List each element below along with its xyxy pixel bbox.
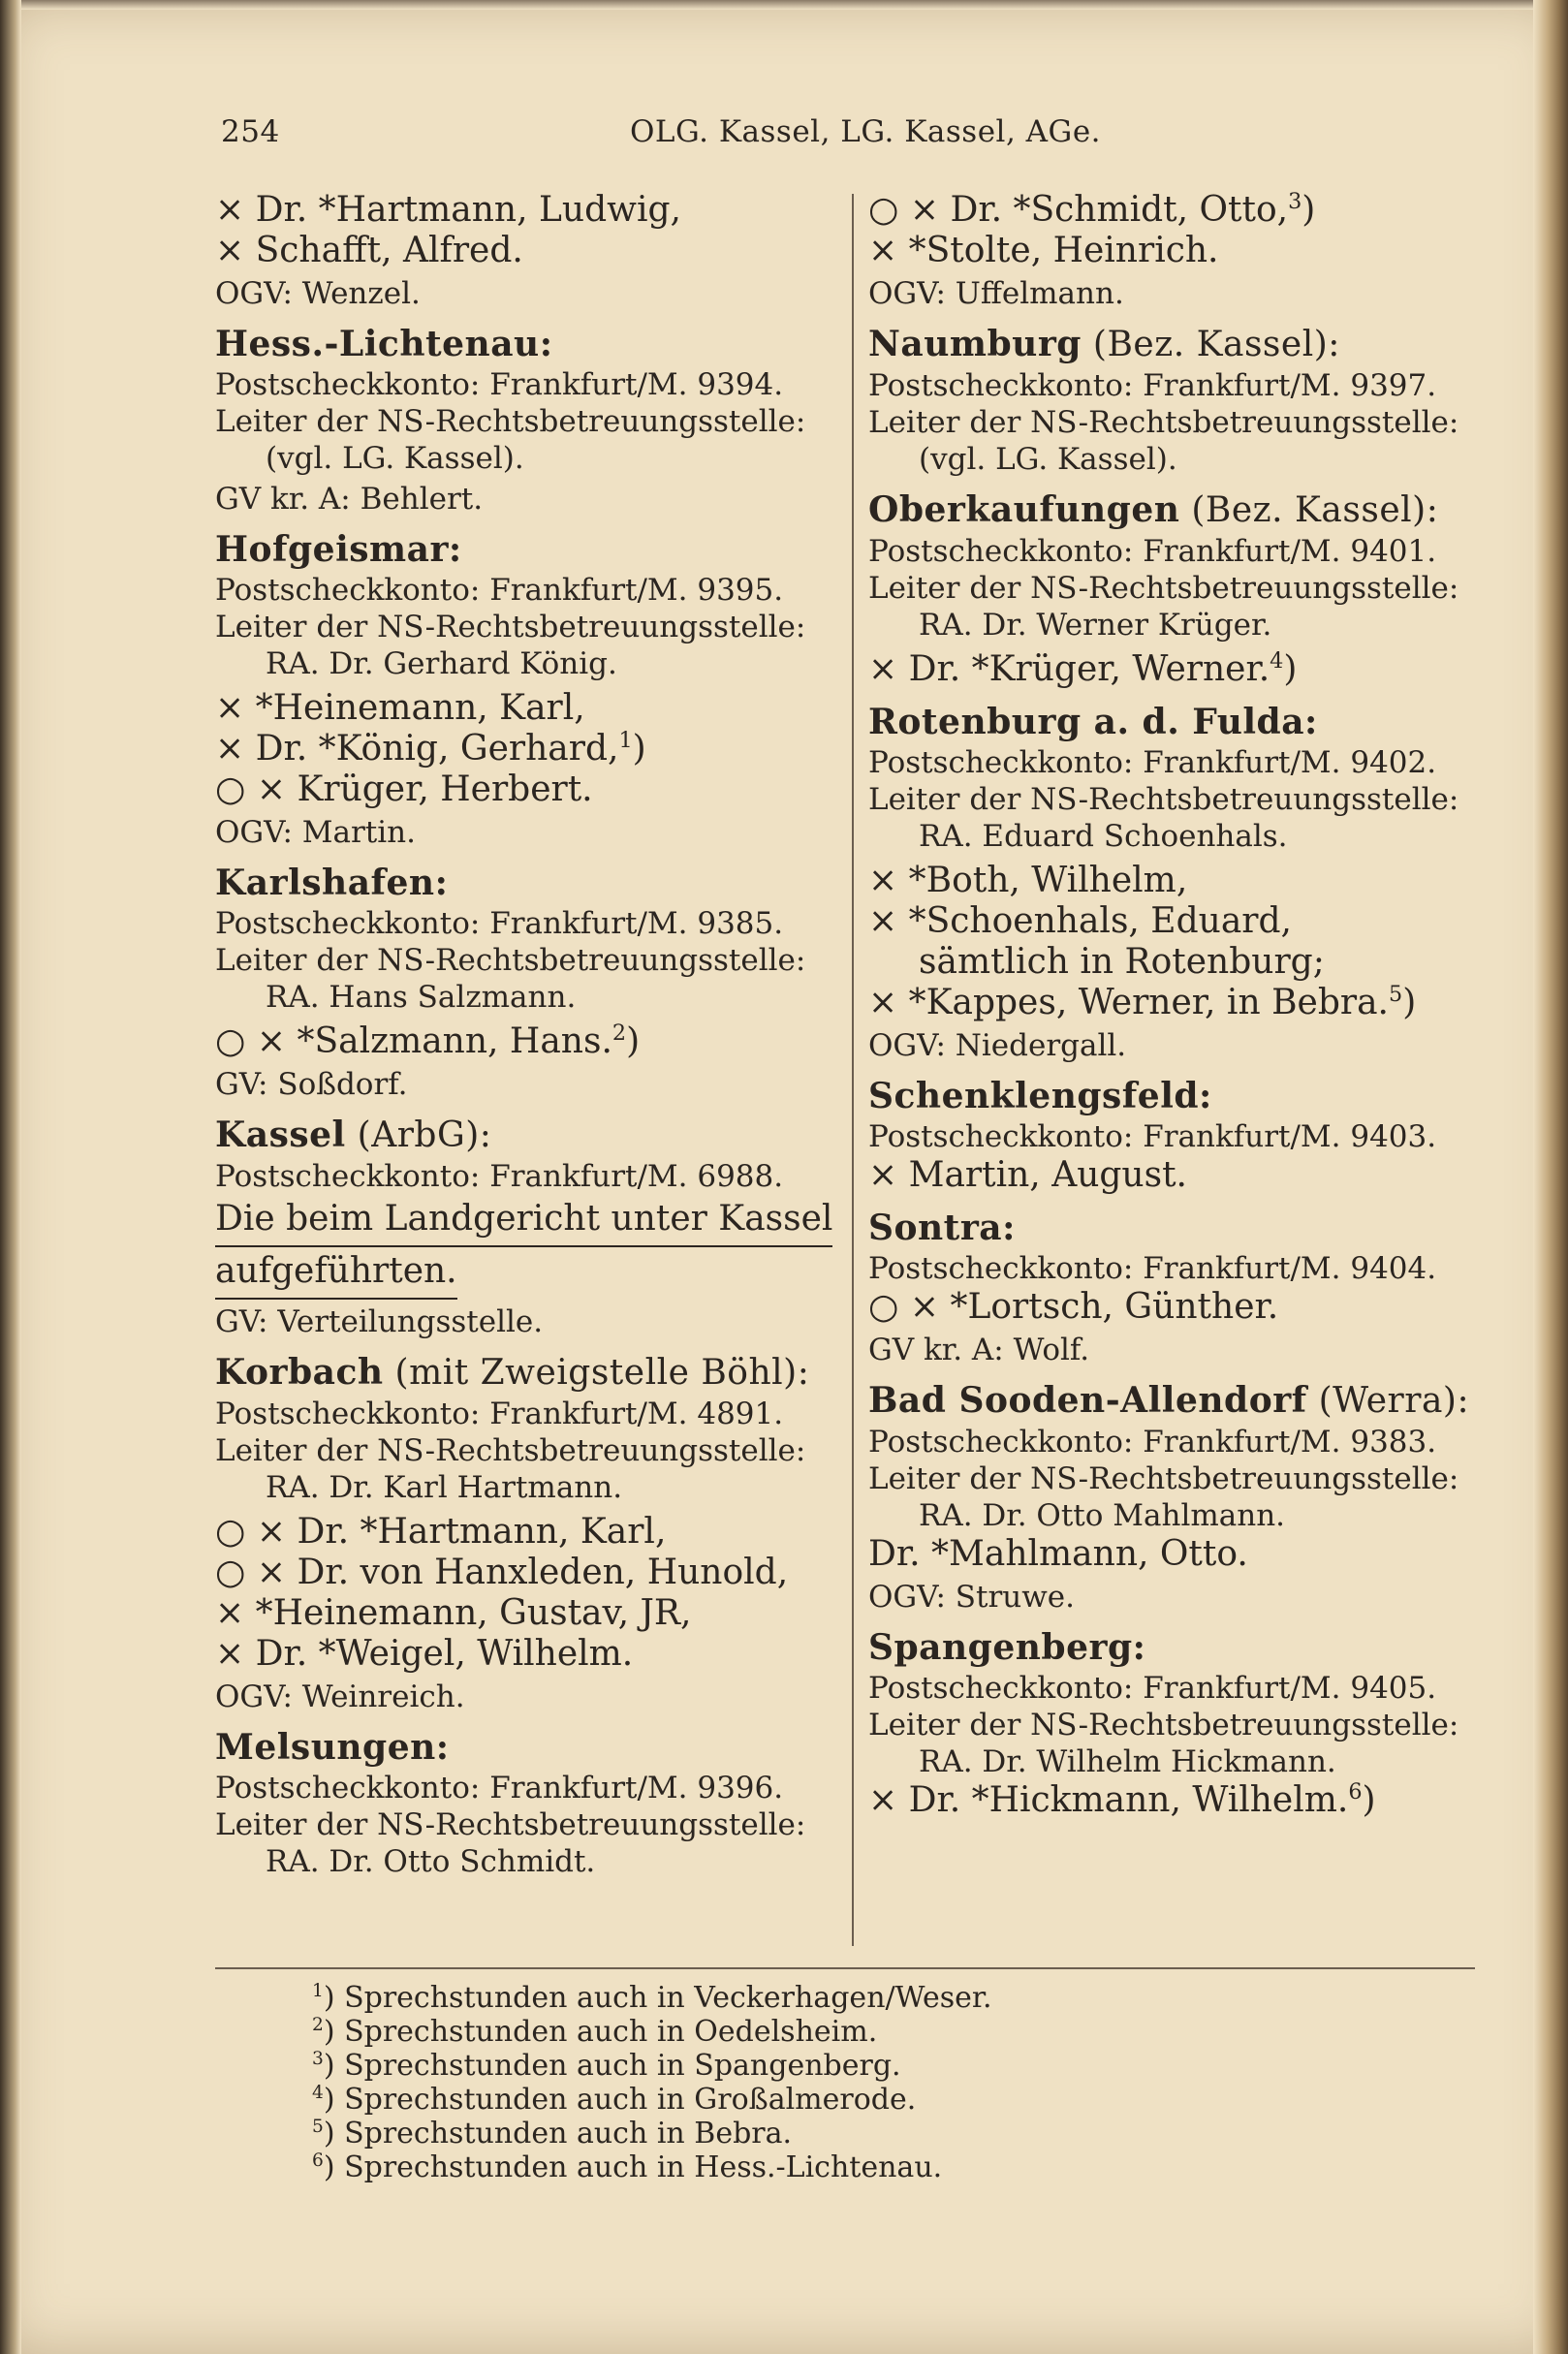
gv-line: GV kr. A: Wolf.	[868, 1333, 1090, 1367]
entry: × Dr. *Weigel, Wilhelm.	[215, 1634, 634, 1674]
section-korbach	[215, 1350, 835, 1715]
column-divider	[852, 194, 854, 1946]
place-heading: Hess.-Lichtenau:	[215, 324, 553, 364]
leiter-name: (vgl. LG. Kassel).	[919, 442, 1177, 477]
footnote: $^6$) Sprechstunden auch in Hess.-Lichtenau.	[312, 2150, 943, 2184]
account-line: Postscheckkonto: Frankfurt/M. 9385.	[215, 906, 784, 941]
place-heading: Oberkaufungen (Bez. Kassel):	[868, 489, 1439, 530]
section-oberkaufungen	[868, 487, 1469, 690]
leiter-name: (vgl. LG. Kassel).	[266, 441, 524, 476]
leiter-line: Leiter der NS-Rechtsbetreuungsstelle:	[868, 782, 1459, 817]
entry: × Dr. *Hickmann, Wilhelm.$^6$)	[868, 1779, 1376, 1820]
gv-line: OGV: Wenzel.	[215, 276, 421, 311]
entry: ○ × Dr. *Hartmann, Karl,	[215, 1512, 667, 1552]
leiter-line: Leiter der NS-Rechtsbetreuungsstelle:	[215, 1433, 806, 1468]
account-line: Postscheckkonto: Frankfurt/M. 9402.	[868, 745, 1437, 780]
entry: × Schafft, Alfred.	[215, 231, 523, 270]
account-line: Postscheckkonto: Frankfurt/M. 9401.	[868, 534, 1437, 569]
footnote: $^5$) Sprechstunden auch in Bebra.	[312, 2117, 793, 2150]
gv-line: GV: Verteilungsstelle.	[215, 1304, 544, 1339]
leiter-name: RA. Dr. Karl Hartmann.	[266, 1470, 623, 1505]
entry: × *Stolte, Heinrich.	[868, 231, 1219, 270]
note-line: aufgeführten.	[215, 1247, 835, 1300]
place-heading: Spangenberg:	[868, 1627, 1146, 1668]
leiter-line: Leiter der NS-Rechtsbetreuungsstelle:	[868, 1461, 1459, 1496]
place-heading: Schenklengsfeld:	[868, 1076, 1212, 1116]
entry: × *Heinemann, Karl,	[215, 688, 585, 728]
gv-line: OGV: Martin.	[215, 815, 416, 850]
place-heading: Melsungen:	[215, 1727, 450, 1768]
entry: ○ × Dr. *Schmidt, Otto,$^3$)	[868, 189, 1316, 230]
page-number: 254	[221, 114, 280, 149]
account-line: Postscheckkonto: Frankfurt/M. 9404.	[868, 1251, 1437, 1286]
footnote-ref: 3	[1288, 189, 1302, 214]
account-line: Postscheckkonto: Frankfurt/M. 9383.	[868, 1425, 1437, 1459]
leiter-line: Leiter der NS-Rechtsbetreuungsstelle:	[215, 610, 806, 644]
section-kassel	[215, 1113, 835, 1340]
leiter-line: Leiter der NS-Rechtsbetreuungsstelle:	[215, 1807, 806, 1842]
place-heading: Kassel (ArbG):	[215, 1114, 492, 1155]
leiter-name: RA. Eduard Schoenhals.	[919, 819, 1288, 854]
leiter-name: RA. Hans Salzmann.	[266, 980, 577, 1015]
footnote-ref: 4	[1270, 648, 1284, 674]
entry: ○ × Krüger, Herbert.	[215, 769, 593, 809]
leiter-name: RA. Dr. Gerhard König.	[266, 646, 617, 681]
section-sontra	[868, 1206, 1469, 1368]
place-heading: Karlshafen:	[215, 863, 449, 903]
left-column	[215, 190, 835, 1884]
account-line: Postscheckkonto: Frankfurt/M. 9403.	[868, 1119, 1437, 1154]
page-right-edge	[1533, 0, 1568, 2354]
entry: ○ × Dr. von Hanxleden, Hunold,	[215, 1553, 789, 1592]
place-heading: Naumburg (Bez. Kassel):	[868, 324, 1340, 364]
footnotes	[312, 1981, 992, 2184]
gv-line: OGV: Struwe.	[868, 1580, 1075, 1615]
entry: × Martin, August.	[868, 1155, 1187, 1195]
leiter-name: RA. Dr. Otto Schmidt.	[266, 1844, 596, 1879]
footnote-ref: 5	[1389, 982, 1403, 1007]
entry: ○ × *Lortsch, Günther.	[868, 1287, 1279, 1327]
footnote: $^2$) Sprechstunden auch in Oedelsheim.	[312, 2015, 878, 2049]
section-hofgeismar	[215, 527, 835, 851]
leiter-name: RA. Dr. Werner Krüger.	[919, 608, 1272, 643]
account-line: Postscheckkonto: Frankfurt/M. 4891.	[215, 1397, 784, 1431]
footnote-ref: 2	[612, 1020, 627, 1046]
gv-line: GV kr. A: Behlert.	[215, 482, 484, 517]
section-melsungen	[215, 1725, 835, 1880]
entry: × Dr. *Krüger, Werner.$^4$)	[868, 648, 1298, 689]
gv-line: OGV: Weinreich.	[215, 1679, 465, 1714]
entry: × Dr. *König, Gerhard,$^1$)	[215, 728, 646, 769]
footnote-ref: 1	[618, 728, 633, 753]
section-hess-lichtenau	[215, 322, 835, 518]
right-column	[868, 190, 1469, 1825]
section-schenklengsfeld	[868, 1074, 1469, 1196]
section-bad-sooden-allendorf	[868, 1378, 1469, 1616]
gv-line: GV: Soßdorf.	[215, 1067, 408, 1102]
entry: × Dr. *Hartmann, Ludwig,	[215, 190, 681, 230]
account-line: Postscheckkonto: Frankfurt/M. 9396.	[215, 1771, 784, 1805]
entry: × *Both, Wilhelm,	[868, 861, 1188, 900]
entry: Dr. *Mahlmann, Otto.	[868, 1534, 1248, 1574]
page-top-edge	[0, 0, 1568, 10]
entry: × *Heinemann, Gustav, JR,	[215, 1593, 692, 1633]
page-spine-shadow	[0, 0, 21, 2354]
section-spangenberg	[868, 1625, 1469, 1821]
running-title: OLG. Kassel, LG. Kassel, AGe.	[630, 114, 1102, 149]
place-heading: Hofgeismar:	[215, 529, 462, 570]
section-karlshafen	[215, 861, 835, 1103]
leiter-name: RA. Dr. Otto Mahlmann.	[919, 1498, 1286, 1533]
leiter-name: RA. Dr. Wilhelm Hickmann.	[919, 1744, 1336, 1779]
footnote-ref: 6	[1348, 1779, 1363, 1805]
leiter-line: Leiter der NS-Rechtsbetreuungsstelle:	[215, 404, 806, 439]
entry-continuation: sämtlich in Rotenburg;	[919, 942, 1325, 982]
note-line: Die beim Landgericht unter Kassel	[215, 1195, 835, 1247]
leiter-line: Leiter der NS-Rechtsbetreuungsstelle:	[215, 943, 806, 978]
place-heading: Sontra:	[868, 1208, 1016, 1248]
account-line: Postscheckkonto: Frankfurt/M. 9397.	[868, 368, 1437, 403]
place-heading: Bad Sooden-Allendorf (Werra):	[868, 1380, 1470, 1421]
account-line: Postscheckkonto: Frankfurt/M. 6988.	[215, 1159, 784, 1194]
footnote: $^1$) Sprechstunden auch in Veckerhagen/Weser.	[312, 1981, 992, 2015]
leiter-line: Leiter der NS-Rechtsbetreuungsstelle:	[868, 1708, 1459, 1742]
footnote: $^4$) Sprechstunden auch in Großalmerode.	[312, 2083, 917, 2117]
leiter-line: Leiter der NS-Rechtsbetreuungsstelle:	[868, 571, 1459, 606]
gv-line: OGV: Niedergall.	[868, 1028, 1127, 1063]
account-line: Postscheckkonto: Frankfurt/M. 9395.	[215, 573, 784, 608]
account-line: Postscheckkonto: Frankfurt/M. 9405.	[868, 1671, 1437, 1706]
section-rotenburg	[868, 700, 1469, 1064]
footnote: $^3$) Sprechstunden auch in Spangenberg.	[312, 2049, 901, 2083]
gv-line: OGV: Uffelmann.	[868, 276, 1124, 311]
entry: ○ × *Salzmann, Hans.$^2$)	[215, 1020, 641, 1061]
leiter-line: Leiter der NS-Rechtsbetreuungsstelle:	[868, 405, 1459, 440]
place-heading: Korbach (mit Zweigstelle Böhl):	[215, 1352, 810, 1393]
entry: × *Kappes, Werner, in Bebra.$^5$)	[868, 982, 1417, 1022]
section-naumburg	[868, 322, 1469, 478]
account-line: Postscheckkonto: Frankfurt/M. 9394.	[215, 367, 784, 402]
entry: × *Schoenhals, Eduard,	[868, 901, 1292, 941]
place-heading: Rotenburg a. d. Fulda:	[868, 702, 1318, 742]
footnote-rule	[215, 1967, 1475, 1969]
